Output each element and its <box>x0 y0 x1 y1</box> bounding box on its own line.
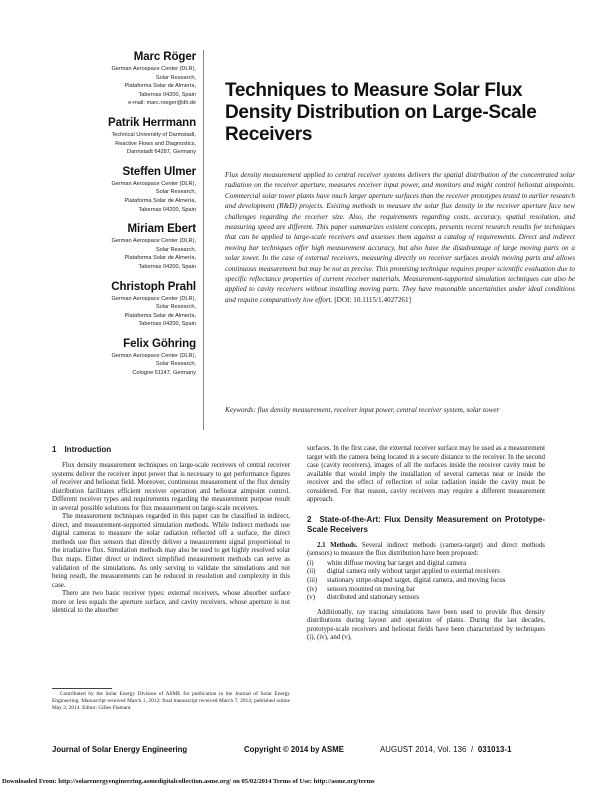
affiliation-line: Solar Research, <box>155 246 196 253</box>
list-number: (ii) <box>307 568 316 576</box>
affiliation-line: Solar Research, <box>155 189 196 196</box>
footnote-rule <box>52 688 112 689</box>
list-number: (v) <box>307 594 316 602</box>
author-block <box>70 281 196 329</box>
list-number: (iii) <box>307 577 318 585</box>
author-name: Steffen Ulmer <box>122 165 196 178</box>
author-block <box>70 338 196 378</box>
list-number: (iv) <box>307 585 317 593</box>
paragraph: Additionally, ray tracing simulations have been used to provide flux density distributions during layout and operation of plants. During the last decades, prototype-scale receivers and heliostat fields have been characterized by techniques (i), (iv), and (v), <box>307 608 545 642</box>
list-item <box>307 577 545 586</box>
column-divider <box>203 50 204 430</box>
method-list <box>307 560 545 603</box>
affiliation-line: German Aerospace Center (DLR), <box>111 352 196 359</box>
section-number: 2 <box>307 514 312 524</box>
affiliation-line: Tabernas 04200, Spain <box>138 91 196 98</box>
section-title: Introduction <box>64 445 112 454</box>
affiliation-line: Solar Research, <box>155 74 196 81</box>
affiliation-line: Tabernas 04200, Spain <box>138 263 196 270</box>
abstract <box>225 170 575 305</box>
affiliation-line: Technical University of Darmstadt, <box>111 131 196 138</box>
list-number: (i) <box>307 559 314 567</box>
author-name: Christoph Prahl <box>111 280 196 293</box>
author-name: Miriam Ebert <box>127 223 196 236</box>
list-item <box>307 594 545 603</box>
affiliation-line: Cologne 51147, Germany <box>132 370 196 377</box>
paper-title: Techniques to Measure Solar Flux Density Distribution on Large-Scale Receivers <box>225 80 537 145</box>
affiliation-line: German Aerospace Center (DLR), <box>111 295 196 302</box>
affiliation-line: Tabernas 04200, Spain <box>138 206 196 213</box>
affiliation-line: German Aerospace Center (DLR), <box>111 66 196 72</box>
affiliation-line: Reactive Flows and Diagnostics, <box>115 140 196 147</box>
paragraph: surfaces. In the first case, the external receiver surface may be used as a measurement target with the camera being located in a secure distance to the receiver. In the second case (cavity receivers), images of all the surfaces inside the receiver cavity must be available that would imply the installation of several cameras near or inside the receiver and the effect of reflection of solar radiation inside the cavity must be considered. For that reason, cavity receivers may require a different measurement approach. <box>307 445 545 504</box>
author-block <box>70 223 196 271</box>
paragraph <box>307 542 545 559</box>
subsection-text: Several indirect methods (camera-target) and direct methods (sensors) to measure the flux distribution have been proposed: <box>307 541 545 558</box>
author-block <box>70 51 196 108</box>
author-name: Patrik Herrmann <box>108 116 196 129</box>
list-text: sensors mounted on moving bar <box>327 585 416 593</box>
copyright: Copyright © 2014 by ASME <box>244 745 344 754</box>
section-heading <box>52 445 290 455</box>
journal-name: Journal of Solar Energy Engineering <box>52 745 188 754</box>
paragraph: The measurement techniques regarded in this paper can be classified in indirect, direct, and measurement-supported simulation methods. While indirect methods use digital cameras to measure the solar radiation reflected off a surface, the direct methods use flux sensors that directly deliver a measurement signal proportional to the irradiative flux. Simulation methods may also be used to get highly resolved solar flux maps. Either direct or indirect simplified measurement methods can serve as validation of the simulations. As only serving to validate the simulations and not being result, the measurements can be reduced in resolution and complexity in this case. <box>52 513 290 589</box>
body-column-left <box>52 445 290 616</box>
author-email[interactable]: e-mail: marc.roeger@dlr.de <box>128 100 196 107</box>
abstract-text: Flux density measurement applied to central receiver systems delivers the spatial distribution of the concentrated solar radiation on the receiver aperture, measures receiver input power, and monitors and might control heliostat aimpoints. Commercial solar tower plants have much larger aperture surfaces than the receiver prototypes tested in earlier research and development (R&D) projects. Existing methods to measure the solar flux density in the receiver aperture face new challenges regarding the receiver size. Also, the requirements regarding costs, accuracy, spatial resolution, and measuring speed are different. This paper summarizes existent concepts, presents recent research results for techniques that can be applied to large-scale receivers and assesses them against a catalog of requirements. Direct and indirect moving bar techniques offer high measurement accuracy, but also have the disadvantage of large moving parts on a solar tower. In the case of external receivers, measuring directly on receiver surfaces avoids moving parts and allows continuous measurement but may be not as precise. This promising technique requires proper scientific evaluation due to specific reflectance properties of current receiver materials. Measurement-supported simulation techniques can also be applied to cavity receivers without installing moving parts. They have reasonable uncertainties under ideal conditions and require comparatively low effort. <box>225 171 575 304</box>
affiliation-line: Tabernas 04200, Spain <box>138 321 196 328</box>
issue-info: AUGUST 2014, Vol. 136 / 031013-1 <box>380 745 512 754</box>
affiliation-line: German Aerospace Center (DLR), <box>111 180 196 187</box>
affiliation-line: Darmstadt 64287, Germany <box>126 149 196 156</box>
author-name: Felix Göhring <box>123 337 196 350</box>
section-number: 1 <box>52 445 57 454</box>
author-block <box>70 117 196 157</box>
affiliation-line: Plataforma Solar de Almería, <box>124 197 196 204</box>
affiliation-line: Solar Research, <box>155 304 196 311</box>
body-column-right <box>307 445 545 643</box>
paragraph: Flux density measurement techniques on large-scale receivers of central receiver systems deliver the receiver input power that is necessary to get performance figures of receiver and heliostat field. Moreover, continuous measurement of the flux density distribution facilitates efficient receiver operation and heliostat aimpoint control. Different receiver types and requirements regarding the measurement purpose result in several possible solutions for flux measurement on large-scale receivers. <box>52 462 290 512</box>
article-number: 031013-1 <box>477 745 512 754</box>
doi-link[interactable]: [DOI: 10.1115/1.4027261] <box>334 295 411 304</box>
download-notice[interactable]: Downloaded From: http://solarenergyengineering.asmedigitalcollection.asme.org/ on 05/02/2014 Terms of Use: http://asme.org/terms <box>2 778 375 785</box>
issue-date: AUGUST 2014, Vol. 136 <box>380 745 467 754</box>
affiliation-line: German Aerospace Center (DLR), <box>111 238 196 245</box>
section-heading <box>307 515 545 535</box>
affiliation-line: Plataforma Solar de Almería, <box>124 255 196 262</box>
list-text: digital camera only without target applied to external receivers <box>327 568 500 576</box>
affiliation-line: Plataforma Solar de Almería, <box>124 312 196 319</box>
keywords: Keywords: flux density measurement, receiver input power, central receiver system, solar tower <box>225 406 500 414</box>
author-name: Marc Röger <box>133 51 196 63</box>
author-block <box>70 166 196 214</box>
affiliation-line: Plataforma Solar de Almería, <box>124 83 196 90</box>
footnote: Contributed by the Solar Energy Division of ASME for publication in the Journal of Solar Energy Engineering. Manuscript received March 1, 2012; final manuscript received March 7, 2014; published online May 2, 2014. Editor: Gilles Flamant. <box>52 691 290 712</box>
paragraph: There are two basic receiver types: external receivers, whose absorber surface more or less equals the aperture surface, and cavity receivers, whose aperture is not identical to the absorber <box>52 590 290 615</box>
affiliation-line: Solar Research, <box>155 361 196 368</box>
list-text: white diffuse moving bar target and digital camera <box>327 559 467 567</box>
subsection-label: 2.1 Methods. <box>317 541 358 549</box>
list-text: distributed and stationary sensors <box>327 594 420 602</box>
list-text: stationary stripe-shaped target, digital camera, and moving focus <box>327 577 506 585</box>
list-item <box>307 568 545 577</box>
list-item <box>307 560 545 569</box>
list-item <box>307 586 545 595</box>
author-list <box>70 51 196 387</box>
section-title: State-of-the-Art: Flux Density Measurement on Prototype-Scale Receivers <box>307 514 545 534</box>
